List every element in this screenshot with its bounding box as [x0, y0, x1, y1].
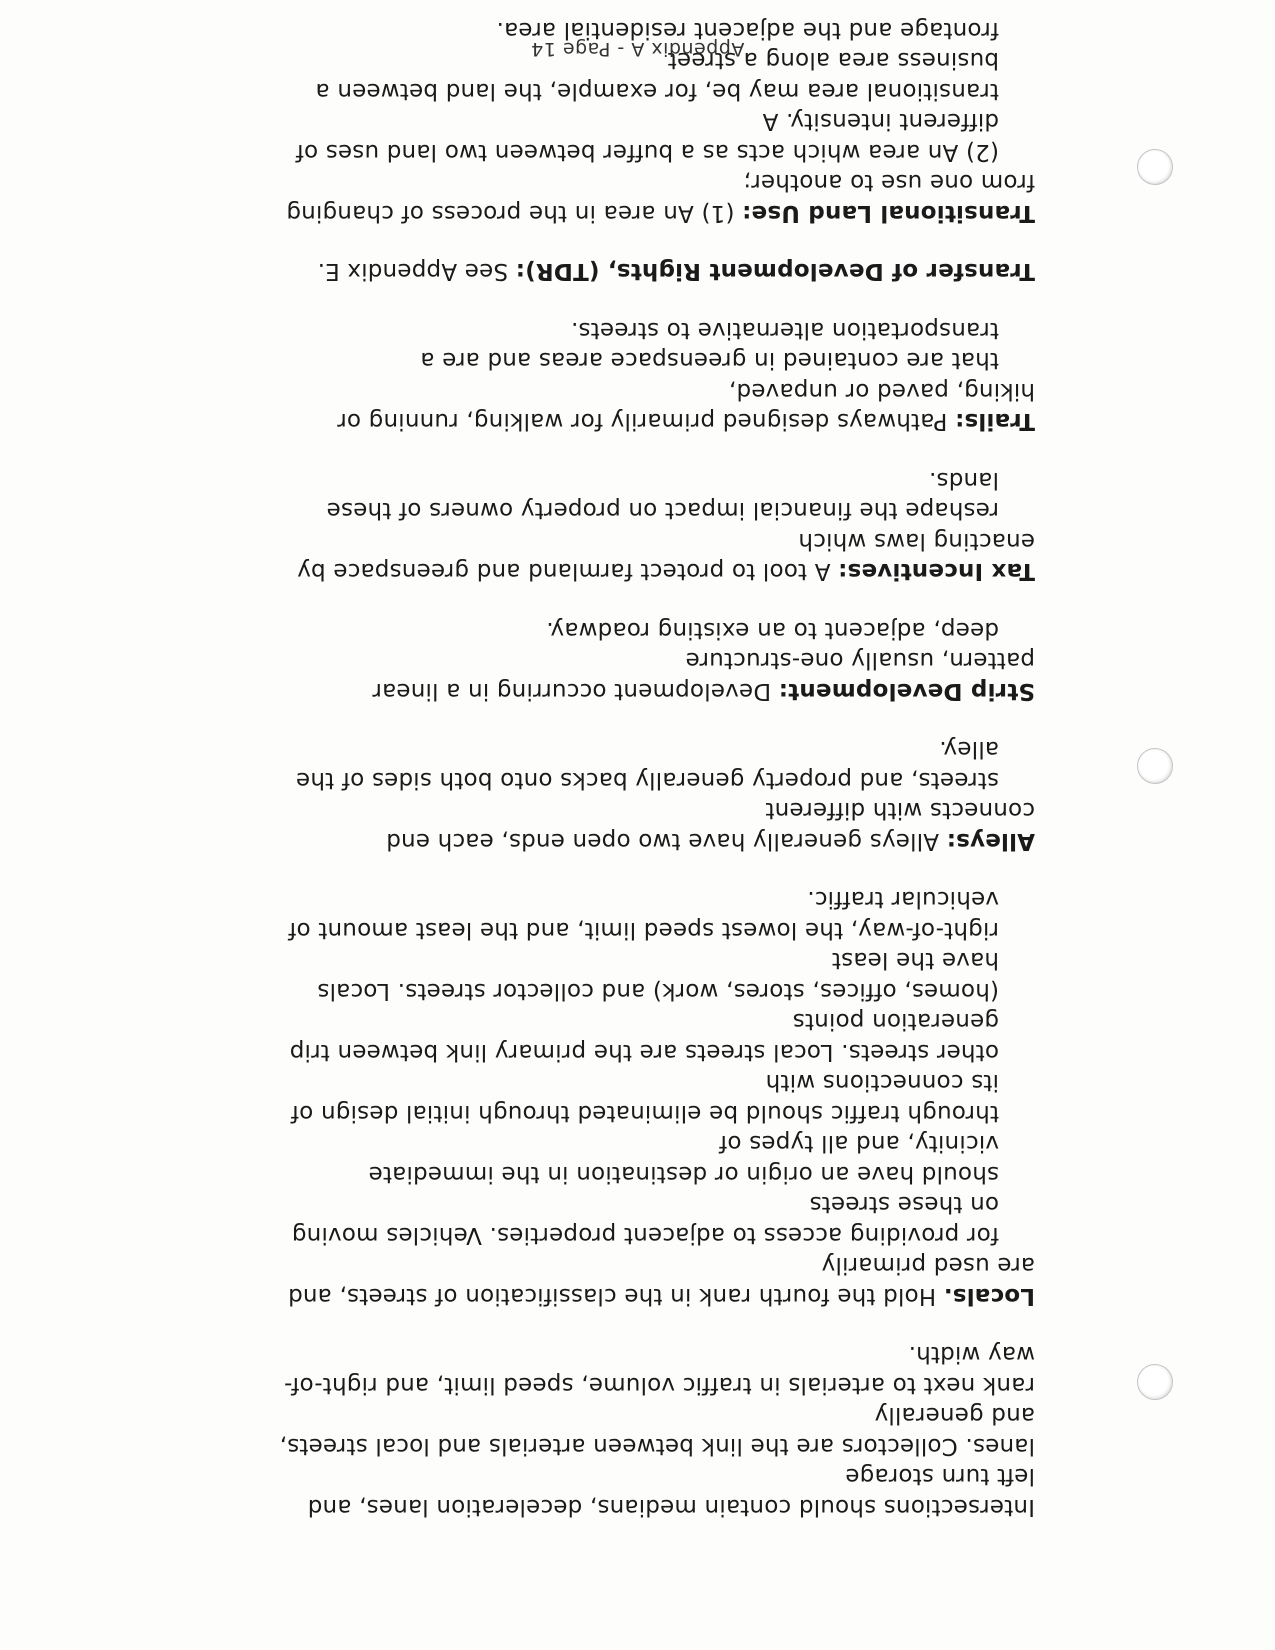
- text-line: that are contained in greenspace areas and are a transportation alternative to streets.: [420, 317, 999, 374]
- text-line: for providing access to adjacent properties. Vehicles moving on these streets: [291, 1191, 999, 1248]
- glossary-body: [275, 0, 1035, 1522]
- intro-paragraph: [275, 1339, 1035, 1522]
- text-line: [275, 795, 1035, 856]
- text-line: transitional area may be, for example, the land between a business area along a street: [315, 47, 999, 104]
- binder-hole-bottom: [1137, 149, 1173, 185]
- text-line: right-of-way, the lowest speed limit, and the least amount of vehicular traffic.: [288, 886, 999, 943]
- text-line: (2) An area which acts as a buffer between two land uses of different intensity. A: [295, 108, 999, 165]
- binder-hole-middle: [1137, 748, 1173, 784]
- glossary-term: Locals.: [943, 1283, 1035, 1309]
- text-line: rank next to arterials in traffic volume, speed limit, and right-of-way width.: [283, 1341, 1035, 1398]
- text-line: lanes. Collectors are the link between arterials and local streets, and generally: [279, 1402, 1035, 1459]
- glossary-term: Strip Development:: [778, 678, 1035, 704]
- glossary-term: Transitional Land Use:: [741, 200, 1035, 226]
- glossary-entry: [275, 465, 1035, 587]
- definition-text: (1) An area in the process of changing from one use to another;: [286, 169, 1035, 226]
- definition-text: Development occurring in a linear pattern, usually one-structure: [372, 647, 1035, 704]
- glossary-term: Transfer of Development Rights, (TDR):: [515, 258, 1035, 285]
- definition-text: Alleys generally have two open ends, each end connects with different: [386, 797, 1035, 854]
- text-line: [275, 167, 1035, 228]
- glossary-entry: [275, 884, 1035, 1311]
- glossary-term: Alleys:: [946, 828, 1035, 854]
- definition-text: Pathways designed primarily for walking, running or hiking, paved or unpaved,: [337, 378, 1035, 435]
- text-line: frontage and the adjacent residential area.: [496, 17, 999, 43]
- glossary-entry: [275, 615, 1035, 707]
- text-line: deep, adjacent to an existing roadway.: [546, 617, 999, 643]
- text-line: [275, 526, 1035, 587]
- glossary-entry: [275, 734, 1035, 856]
- page-footer: Appendix A - Page 14: [530, 38, 745, 60]
- definition-text: Hold the fourth rank in the classification of streets, and are used primarily: [287, 1252, 1035, 1309]
- text-line: [275, 376, 1035, 437]
- glossary-entries: [275, 0, 1035, 1311]
- text-line: other streets. Local streets are the primary link between trip generation points: [289, 1008, 999, 1065]
- text-line: streets, and property generally backs onto both sides of the alley.: [295, 736, 999, 793]
- glossary-term: Trails:: [954, 408, 1035, 435]
- glossary-entry: [275, 256, 1035, 287]
- text-line: should have an origin or destination in the immediate vicinity, and all types of: [368, 1130, 999, 1187]
- glossary-term: Tax Incentives:: [838, 558, 1035, 585]
- glossary-entry: [275, 315, 1035, 437]
- definition-text: A tool to protect farmland and greenspace by enacting laws which: [297, 528, 1035, 585]
- text-line: (homes, offices, stores, work) and collector streets. Locals have the least: [317, 947, 999, 1004]
- text-line: through traffic should be eliminated through initial design of its connections with: [290, 1069, 999, 1126]
- text-line: [275, 1250, 1035, 1311]
- text-line: [275, 256, 1035, 287]
- text-line: [275, 645, 1035, 706]
- definition-text: See Appendix E.: [317, 258, 509, 285]
- text-line: reshape the financial impact on property owners of these lands.: [326, 467, 999, 524]
- binder-hole-top: [1137, 1364, 1173, 1400]
- text-line: Intersections should contain medians, deceleration lanes, and left turn storage: [307, 1463, 1035, 1520]
